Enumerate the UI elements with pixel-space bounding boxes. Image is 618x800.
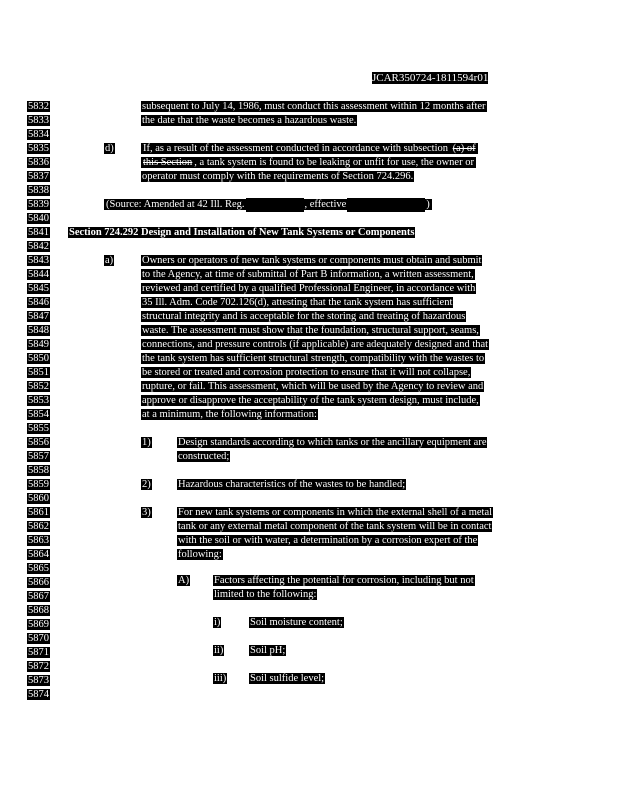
line-number	[27, 590, 53, 604]
para-d-struck-2: this Section	[143, 157, 193, 168]
line-number-text: 5854	[28, 409, 49, 420]
item-i-text: Soil moisture content;	[250, 617, 343, 628]
line-number	[27, 114, 53, 128]
item-ii-text: Soil pH;	[250, 645, 286, 656]
line-number-text: 5866	[28, 577, 49, 588]
line-number-text: 5873	[28, 675, 49, 686]
line-number-text: 5842	[28, 241, 49, 252]
source-before: (Source: Amended at 42 Ill. Reg.	[106, 199, 245, 210]
para-d-line-1: If, as a result of the assessment conducted in accordance with subsection	[143, 143, 451, 154]
line-number	[27, 240, 53, 254]
para-a-line: Owners or operators of new tank systems or components must obtain and submit	[142, 255, 482, 266]
para-a-line: be stored or treated and corrosion protection to ensure that it will not collapse,	[142, 367, 471, 378]
line-number-text: 5836	[28, 157, 49, 168]
line-number-text: 5841	[28, 227, 49, 238]
line-number	[27, 352, 53, 366]
line-number	[27, 450, 53, 464]
source-note	[104, 198, 432, 212]
item-A	[213, 574, 475, 602]
line-number-text: 5863	[28, 535, 49, 546]
line-number	[27, 646, 53, 660]
para-a-label-text: a)	[105, 255, 114, 266]
section-heading-text: Section 724.292 Design and Installation of New Tank Systems or Components	[69, 227, 415, 238]
para-c-line-2: the date that the waste becomes a hazardous waste.	[142, 115, 357, 126]
line-number-text: 5849	[28, 339, 49, 350]
line-number-text: 5845	[28, 283, 49, 294]
line-number	[27, 170, 53, 184]
line-number-text: 5835	[28, 143, 49, 154]
para-c-tail	[141, 100, 487, 128]
line-number	[27, 548, 53, 562]
line-number	[27, 688, 53, 702]
line-number-text: 5865	[28, 563, 49, 574]
para-a-line: the tank system has sufficient structural strength, compatibility with the wastes to	[142, 353, 485, 364]
item-iii	[249, 672, 325, 686]
line-number-text: 5856	[28, 437, 49, 448]
line-number	[27, 534, 53, 548]
para-a-line: at a minimum, the following information:	[142, 409, 317, 420]
document-id-text: JCAR350724-1811594r01	[372, 72, 489, 84]
para-d-line-2: , a tank system is found to be leaking or unfit for use, the owner or	[194, 157, 474, 168]
item-1-line: Design standards according to which tanks or the ancillary equipment are	[178, 437, 487, 448]
line-number	[27, 604, 53, 618]
para-a	[141, 254, 489, 422]
line-number	[27, 576, 53, 590]
para-a-label	[104, 254, 114, 268]
line-number-text: 5874	[28, 689, 49, 700]
line-number	[27, 142, 53, 156]
line-number	[27, 282, 53, 296]
item-3-line: with the soil or with water, a determination by a corrosion expert of the	[178, 535, 478, 546]
item-ii-label-text: ii)	[214, 645, 224, 656]
line-number-text: 5855	[28, 423, 49, 434]
para-a-line: structural integrity and is acceptable for the storing and treating of hazardous	[142, 311, 466, 322]
item-A-line: Factors affecting the potential for corrosion, including but not	[214, 575, 474, 586]
item-2-line: Hazardous characteristics of the wastes to be handled;	[178, 479, 406, 490]
line-number	[27, 100, 53, 114]
item-3-line: For new tank systems or components in which the external shell of a metal	[178, 507, 493, 518]
para-a-line: connections, and pressure controls (if applicable) are adequately designed and that	[142, 339, 489, 350]
document-id	[372, 71, 488, 85]
line-number-text: 5853	[28, 395, 49, 406]
line-number-text: 5852	[28, 381, 49, 392]
line-number	[27, 492, 53, 506]
line-number	[27, 366, 53, 380]
line-number	[27, 268, 53, 282]
para-d-label	[104, 142, 115, 156]
para-c-line-1: subsequent to July 14, 1986, must conduct this assessment within 12 months after	[142, 101, 486, 112]
line-number	[27, 212, 53, 226]
item-A-label	[177, 574, 190, 588]
item-2	[177, 478, 406, 492]
line-number	[27, 310, 53, 324]
line-number-text: 5859	[28, 479, 49, 490]
line-number	[27, 478, 53, 492]
line-number-text: 5834	[28, 129, 49, 140]
item-iii-label	[213, 672, 227, 686]
item-1-label-text: 1)	[142, 437, 151, 448]
line-number	[27, 562, 53, 576]
line-number	[27, 436, 53, 450]
line-number-text: 5862	[28, 521, 49, 532]
item-3	[177, 506, 493, 562]
line-number	[27, 520, 53, 534]
line-number	[27, 226, 53, 240]
line-number-text: 5837	[28, 171, 49, 182]
line-number-text: 5858	[28, 465, 49, 476]
line-number-text: 5851	[28, 367, 49, 378]
source-after: )	[426, 199, 430, 210]
line-number-text: 5838	[28, 185, 49, 196]
line-number	[27, 296, 53, 310]
item-1-line: constructed;	[178, 451, 230, 462]
line-number-text: 5868	[28, 605, 49, 616]
item-3-label	[141, 506, 152, 520]
line-number-text: 5850	[28, 353, 49, 364]
line-number-text: 5864	[28, 549, 49, 560]
line-number-text: 5861	[28, 507, 49, 518]
line-number-text: 5847	[28, 311, 49, 322]
item-ii-label	[213, 644, 224, 658]
line-number-text: 5860	[28, 493, 49, 504]
item-2-label	[141, 478, 152, 492]
item-1	[177, 436, 487, 464]
para-a-line: rupture, or fail. This assessment, which will be used by the Agency to review and	[142, 381, 484, 392]
line-numbers	[27, 100, 53, 702]
item-i-label	[213, 616, 221, 630]
item-1-label	[141, 436, 152, 450]
item-3-line: following:	[178, 549, 222, 560]
item-ii	[249, 644, 286, 658]
line-number	[27, 422, 53, 436]
line-number-text: 5833	[28, 115, 49, 126]
line-number-text: 5843	[28, 255, 49, 266]
para-a-line: 35 Ill. Adm. Code 702.126(d), attesting that the tank system has sufficient	[142, 297, 453, 308]
line-number-text: 5848	[28, 325, 49, 336]
line-number-text: 5870	[28, 633, 49, 644]
line-number	[27, 674, 53, 688]
line-number	[27, 338, 53, 352]
line-number	[27, 464, 53, 478]
item-A-line: limited to the following:	[214, 589, 317, 600]
line-number-text: 5846	[28, 297, 49, 308]
line-number	[27, 632, 53, 646]
para-d-line-3: operator must comply with the requirements of Section 724.296.	[142, 171, 414, 182]
line-number	[27, 408, 53, 422]
line-number	[27, 128, 53, 142]
para-a-line: waste. The assessment must show that the foundation, structural support, seams,	[142, 325, 479, 336]
line-number	[27, 184, 53, 198]
line-number	[27, 324, 53, 338]
line-number	[27, 156, 53, 170]
line-number	[27, 506, 53, 520]
section-heading	[68, 226, 415, 240]
item-iii-text: Soil sulfide level;	[250, 673, 325, 684]
line-number-text: 5872	[28, 661, 49, 672]
source-middle: , effective	[304, 199, 347, 210]
item-3-line: tank or any external metal component of the tank system will be in contact	[178, 521, 492, 532]
line-number-text: 5869	[28, 619, 49, 630]
item-iii-label-text: iii)	[214, 673, 227, 684]
line-number	[27, 660, 53, 674]
line-number-text: 5871	[28, 647, 49, 658]
item-i	[249, 616, 344, 630]
line-number	[27, 618, 53, 632]
line-number-text: 5867	[28, 591, 49, 602]
item-A-label-text: A)	[178, 575, 190, 586]
line-number-text: 5832	[28, 101, 49, 112]
line-number	[27, 198, 53, 212]
line-number-text: 5839	[28, 199, 49, 210]
line-number	[27, 394, 53, 408]
line-number-text: 5844	[28, 269, 49, 280]
para-d	[141, 142, 478, 184]
line-number-text: 5857	[28, 451, 49, 462]
para-a-line: to the Agency, at time of submittal of Part B information, a written assessment,	[142, 269, 474, 280]
para-d-struck-1: (a) of	[452, 143, 476, 154]
para-d-label-text: d)	[105, 143, 114, 154]
line-number	[27, 254, 53, 268]
item-2-label-text: 2)	[142, 479, 151, 490]
item-i-label-text: i)	[214, 617, 221, 628]
item-3-label-text: 3)	[142, 507, 151, 518]
para-a-line: approve or disapprove the acceptability of the tank system design, must include,	[142, 395, 479, 406]
para-a-line: reviewed and certified by a qualified Professional Engineer, in accordance with	[142, 283, 476, 294]
line-number-text: 5840	[28, 213, 49, 224]
line-number	[27, 380, 53, 394]
